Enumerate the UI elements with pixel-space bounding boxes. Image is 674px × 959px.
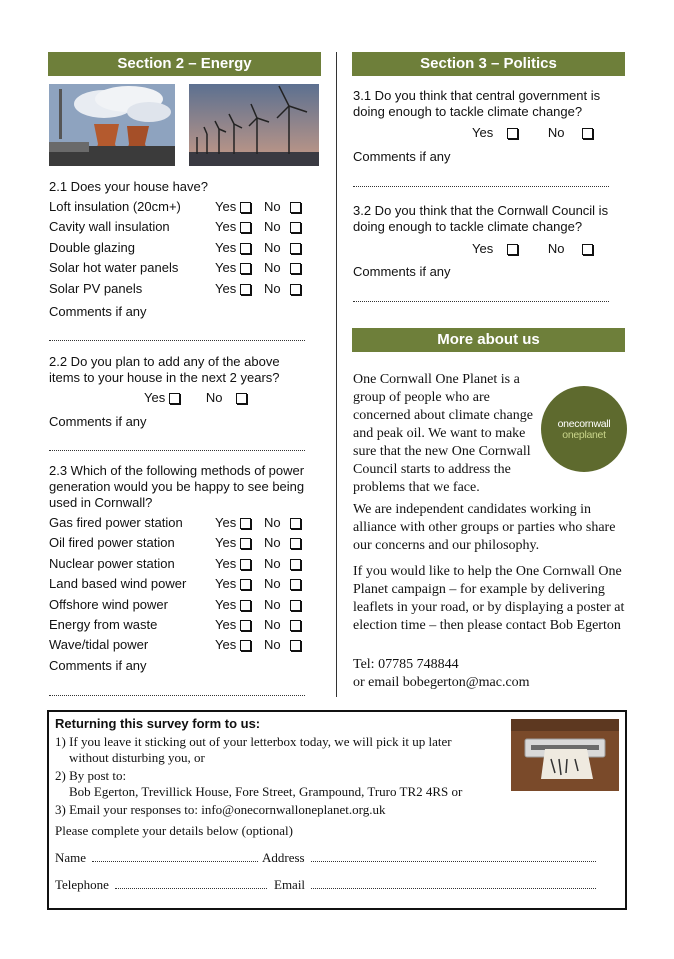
return-title: Returning this survey form to us:: [55, 716, 261, 731]
no-label: No: [264, 596, 281, 612]
no-label: No: [264, 555, 281, 571]
yes-checkbox[interactable]: [240, 263, 251, 274]
about-paragraph-1: One Cornwall One Planet is a group of people who are concerned about climate change and peak oil. We want to make sure that the new One Cornwall Council starts to address the problems that we face.: [353, 372, 533, 495]
yes-checkbox[interactable]: [240, 600, 251, 611]
no-checkbox[interactable]: [236, 393, 247, 404]
address-field[interactable]: [262, 850, 596, 866]
yes-checkbox[interactable]: [240, 579, 251, 590]
option-label: Solar hot water panels: [49, 260, 179, 276]
yes-label: Yes: [215, 280, 237, 296]
yes-label: Yes: [215, 199, 237, 214]
no-label: No: [264, 637, 281, 653]
comments-line-3-2[interactable]: [353, 301, 609, 302]
no-label: No: [264, 617, 281, 632]
comments-line-2-2[interactable]: [49, 450, 305, 451]
yes-label: Yes: [215, 555, 237, 571]
wind-turbines-photo: [189, 84, 319, 166]
section3-header: Section 3 – Politics: [352, 52, 625, 76]
q2-2-answers: [144, 390, 247, 405]
about-paragraph-3: If you would like to help the One Cornwall One Planet campaign – for example by delivering leaflets in your road, or by displaying a poster at election time – then please contact Bob Egerton: [353, 564, 625, 633]
no-checkbox[interactable]: [290, 538, 301, 549]
contact-email[interactable]: or email bobegerton@mac.com: [353, 675, 530, 690]
yes-checkbox[interactable]: [240, 559, 251, 570]
option-label: Loft insulation (20cm+): [49, 199, 181, 214]
option-label: Offshore wind power: [49, 596, 168, 612]
yes-label: Yes: [215, 576, 237, 592]
return-item-1-cont: without disturbing you, or: [69, 750, 205, 765]
no-checkbox[interactable]: [290, 263, 301, 274]
option-label: Double glazing: [49, 239, 136, 255]
no-checkbox[interactable]: [290, 559, 301, 570]
no-label: No: [264, 199, 281, 214]
no-label: No: [264, 219, 281, 235]
q2-3-option-row: [49, 596, 311, 614]
yes-checkbox[interactable]: [240, 243, 251, 254]
no-label: No: [264, 535, 281, 551]
no-checkbox[interactable]: [290, 518, 301, 529]
yes-checkbox[interactable]: [240, 640, 251, 651]
q3-1-answers: [472, 125, 593, 140]
column-divider: [336, 52, 337, 697]
no-checkbox[interactable]: [290, 640, 301, 651]
no-label: No: [547, 125, 565, 140]
yes-checkbox[interactable]: [240, 284, 251, 295]
option-label: Solar PV panels: [49, 280, 143, 296]
email-label: Email: [274, 877, 306, 892]
no-label: No: [264, 260, 281, 276]
one-cornwall-one-planet-logo: [541, 386, 627, 472]
contact-telephone: Tel: 07785 748844: [353, 657, 459, 672]
no-checkbox[interactable]: [290, 620, 301, 631]
q2-3-option-row: [49, 575, 311, 593]
details-note: Please complete your details below (optional): [55, 823, 293, 838]
yes-label: Yes: [215, 535, 237, 551]
return-item-2: 2) By post to:: [55, 768, 127, 783]
q2-3-option-row: [49, 555, 311, 573]
option-label: Energy from waste: [49, 617, 158, 632]
no-label: No: [547, 241, 565, 256]
no-label: No: [264, 280, 281, 296]
question-2-2: 2.2 Do you plan to add any of the above items to your house in the next 2 years?: [49, 354, 280, 385]
comments-label-3-2: Comments if any: [353, 264, 451, 279]
option-label: Nuclear power station: [49, 555, 175, 571]
yes-label: Yes: [215, 637, 237, 653]
no-label: No: [264, 515, 281, 530]
yes-checkbox[interactable]: [240, 202, 251, 213]
q2-1-option-row: [49, 280, 311, 298]
no-checkbox[interactable]: [582, 244, 593, 255]
about-header: More about us: [352, 328, 625, 352]
no-checkbox[interactable]: [290, 579, 301, 590]
section2-header: Section 2 – Energy: [48, 52, 321, 76]
power-station-photo: [49, 84, 175, 166]
yes-checkbox[interactable]: [169, 393, 180, 404]
question-3-1: 3.1 Do you think that central government is doing enough to tackle climate change?: [353, 88, 601, 119]
yes-checkbox[interactable]: [507, 244, 518, 255]
q3-2-answers: [472, 241, 593, 256]
yes-label: Yes: [215, 617, 237, 632]
yes-label: Yes: [144, 390, 166, 405]
q2-3-option-row: [49, 636, 311, 654]
option-label: Land based wind power: [49, 576, 187, 592]
comments-label-2-3: Comments if any: [49, 658, 147, 673]
q2-1-option-row: [49, 239, 311, 257]
yes-checkbox[interactable]: [240, 222, 251, 233]
comments-line-2-1[interactable]: [49, 340, 305, 341]
yes-checkbox[interactable]: [240, 538, 251, 549]
q2-1-option-row: [49, 198, 311, 216]
comments-label-2-1: Comments if any: [49, 304, 147, 319]
logo-text-line1: onecornwall: [557, 418, 611, 430]
q2-3-option-row: [49, 534, 311, 552]
yes-label: Yes: [472, 125, 494, 140]
logo-text-line2: oneplanet: [562, 429, 606, 441]
q2-1-option-row: [49, 259, 311, 277]
telephone-field[interactable]: [55, 877, 267, 893]
name-field[interactable]: [55, 850, 258, 866]
no-label: No: [205, 390, 223, 405]
yes-label: Yes: [472, 241, 494, 256]
question-2-1: 2.1 Does your house have?: [49, 179, 208, 194]
comments-label-3-1: Comments if any: [353, 149, 451, 164]
option-label: Wave/tidal power: [49, 637, 149, 653]
yes-checkbox[interactable]: [240, 620, 251, 631]
no-label: No: [264, 576, 281, 592]
no-checkbox[interactable]: [290, 284, 301, 295]
comments-label-2-2: Comments if any: [49, 414, 147, 429]
yes-label: Yes: [215, 515, 237, 530]
option-label: Oil fired power station: [49, 535, 175, 551]
comments-line-2-3[interactable]: [49, 695, 305, 696]
question-2-3: 2.3 Which of the following methods of power generation would you be happy to see being used in Cornwall?: [49, 463, 305, 510]
no-checkbox[interactable]: [290, 243, 301, 254]
q2-1-option-row: [49, 218, 311, 236]
email-field[interactable]: [274, 877, 596, 893]
telephone-label: Telephone: [55, 877, 109, 892]
option-label: Cavity wall insulation: [49, 219, 170, 235]
option-label: Gas fired power station: [49, 515, 183, 530]
no-label: No: [264, 239, 281, 255]
address-label: Address: [262, 850, 305, 865]
yes-label: Yes: [215, 239, 237, 255]
return-item-1: 1) If you leave it sticking out of your letterbox today, we will pick it up later: [55, 734, 452, 749]
question-3-2: 3.2 Do you think that the Cornwall Council is doing enough to tackle climate change?: [353, 203, 609, 234]
no-checkbox[interactable]: [582, 128, 593, 139]
letterbox-photo: [511, 719, 619, 791]
q2-3-option-row: [49, 514, 311, 532]
return-item-3: 3) Email your responses to: info@onecornwalloneplanet.org.uk: [55, 802, 386, 817]
no-checkbox[interactable]: [290, 222, 301, 233]
comments-line-3-1[interactable]: [353, 186, 609, 187]
about-paragraph-2: We are independent candidates working in alliance with other groups or parties who share our concerns and our philosophy.: [353, 502, 616, 553]
no-checkbox[interactable]: [290, 202, 301, 213]
return-postal-address: Bob Egerton, Trevillick House, Fore Street, Grampound, Truro TR2 4RS or: [69, 784, 463, 799]
yes-checkbox[interactable]: [507, 128, 518, 139]
yes-label: Yes: [215, 596, 237, 612]
yes-checkbox[interactable]: [240, 518, 251, 529]
no-checkbox[interactable]: [290, 600, 301, 611]
q2-3-option-row: [49, 616, 311, 634]
name-label: Name: [55, 850, 87, 865]
yes-label: Yes: [215, 260, 237, 276]
yes-label: Yes: [215, 219, 237, 235]
